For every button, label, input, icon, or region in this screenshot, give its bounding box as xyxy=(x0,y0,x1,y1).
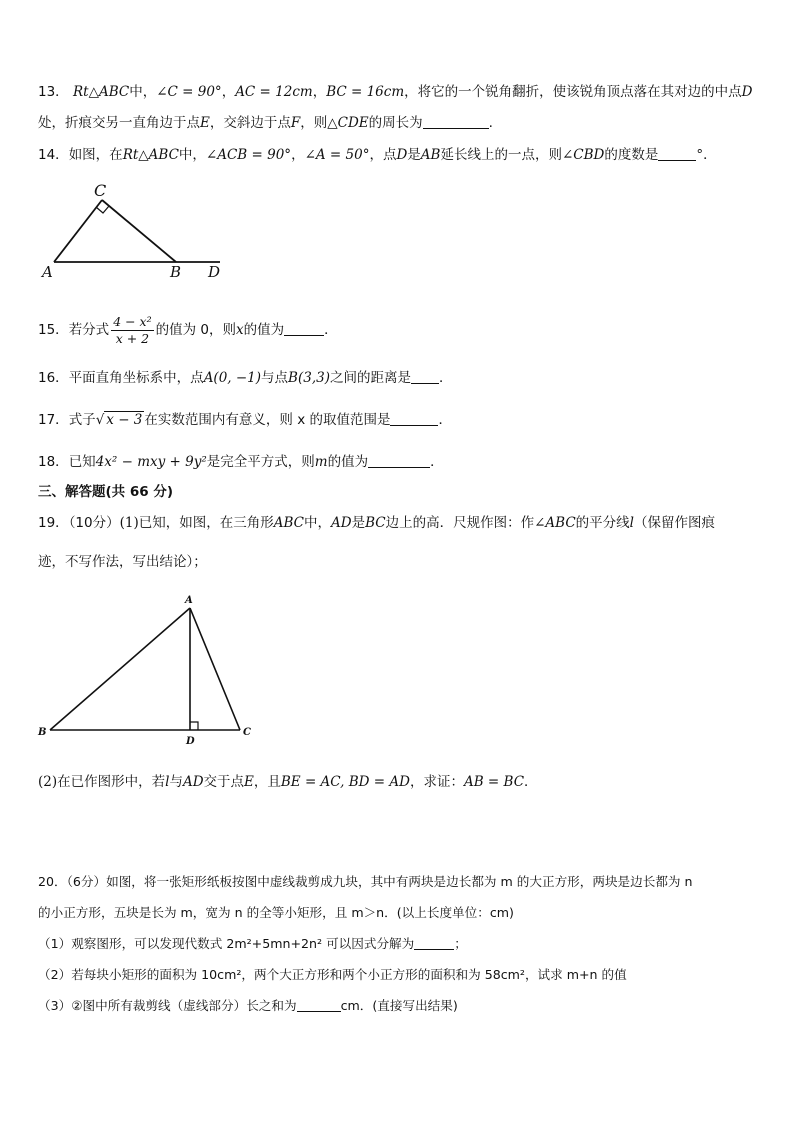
q17-answer-blank[interactable] xyxy=(390,411,438,426)
q14-label-C: C xyxy=(94,181,107,200)
q18-line: 18．已知4x² − mxy + 9y²是完全平方式，则m的值为 ． xyxy=(38,454,444,470)
q16-answer-blank[interactable] xyxy=(411,369,439,384)
q14-line: 14．如图，在Rt△ABC中，∠ACB = 90°，∠A = 50°，点D是AB延长线上的一点，则∠CBD的度数是 °． xyxy=(38,147,717,163)
q19-right-angle-mark xyxy=(190,722,198,730)
section-3-heading: 三、解答题(共 66 分) xyxy=(38,484,174,500)
q19-label-B: B xyxy=(38,727,47,738)
q14-label-B: B xyxy=(170,263,182,280)
q14-segment-CB xyxy=(102,200,176,262)
q19-label-A: A xyxy=(185,595,193,606)
q14-triangle-figure xyxy=(36,180,236,280)
q14-answer-blank[interactable] xyxy=(658,146,696,161)
q14-label-A: A xyxy=(42,263,53,280)
q19-label-D: D xyxy=(186,736,195,747)
q20-line4: （2）若每块小矩形的面积为 10cm²，两个大正方形和两个小正方形的面积和为 58cm²，试求 m+n 的值 xyxy=(38,967,627,982)
q17-sqrt: √ x − 3 xyxy=(95,412,143,428)
q13-line1: 13． Rt△ABC中，∠C = 90°，AC = 12cm，BC = 16cm，将它的一个锐角翻折，使该锐角顶点落在其对边的中点D xyxy=(38,84,753,100)
q13-answer-blank[interactable] xyxy=(423,114,489,129)
q15-answer-blank[interactable] xyxy=(284,321,324,336)
q14-segment-AC xyxy=(54,200,102,262)
q19-segment-AB xyxy=(50,608,190,730)
q16-line: 16．平面直角坐标系中，点A(0, −1)与点B(3,3)之间的距离是 ． xyxy=(38,370,453,386)
q20-line1: 20．（6分）如图，将一张矩形纸板按图中虚线裁剪成九块，其中有两块是边长都为 m 的大正方形，两块是边长都为 n xyxy=(38,874,693,889)
q20-line2: 的小正方形，五块是长为 m，宽为 n 的全等小矩形，且 m＞n．(以上长度单位：cm) xyxy=(38,905,514,920)
q20-line5: （3）②图中所有裁剪线（虚线部分）长之和为 cm．(直接写出结果) xyxy=(38,998,458,1013)
q19-triangle-figure xyxy=(30,590,270,750)
q20-part3-blank[interactable] xyxy=(297,997,341,1012)
q19-part2-line: (2)在已作图形中，若l与AD交于点E，且BE = AC, BD = AD，求证：AB = BC． xyxy=(38,774,538,790)
q15-line: 15．若分式 $\frac{\text{4 − x²}}{x + 2}$ 的值为 0，则x的值为 ． xyxy=(38,313,338,346)
q19-label-C: C xyxy=(243,727,251,738)
q15-fraction: $\frac{\text{4 − x²}}{x + 2}$ xyxy=(113,313,152,346)
q20-part1-blank[interactable] xyxy=(414,935,454,950)
q17-line: 17．式子√ x − 3 在实数范围内有意义，则 x 的取值范围是 ． xyxy=(38,412,452,428)
q18-answer-blank[interactable] xyxy=(368,453,430,468)
q14-label-D: D xyxy=(208,263,221,280)
q13-line2: 处，折痕交另一直角边于点E，交斜边于点F，则△CDE的周长为 . xyxy=(38,115,493,131)
q19-line1: 19．（10分）(1)已知，如图，在三角形ABC中，AD是BC边上的高．尺规作图：作∠ABC的平分线l（保留作图痕 xyxy=(38,515,715,531)
q19-segment-AC xyxy=(190,608,240,730)
q19-line2: 迹，不写作法，写出结论）； xyxy=(38,554,207,570)
q20-line3: （1）观察图形，可以发现代数式 2m²+5mn+2n² 可以因式分解为 ； xyxy=(38,936,467,951)
q14-right-angle-mark xyxy=(96,206,109,213)
